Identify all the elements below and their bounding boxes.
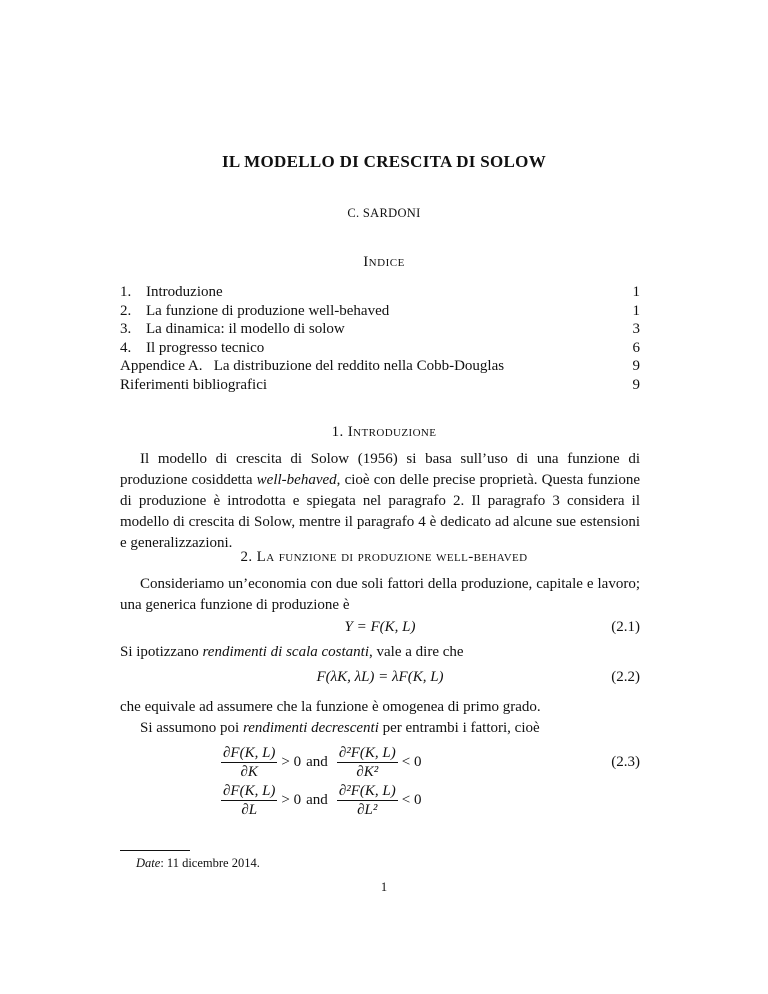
section2-paragraph-3: che equivale ad assumere che la funzione è omogenea di primo grado. bbox=[120, 699, 541, 715]
fraction: $\frac{\text{∂²F(K, L)}}{\text{∂L²}}$ bbox=[338, 783, 396, 818]
toc-item-label: La dinamica: il modello di solow bbox=[146, 321, 345, 338]
equation-2-1 bbox=[120, 619, 640, 636]
toc-item-page: 9 bbox=[632, 376, 640, 393]
toc-item-page: 1 bbox=[632, 284, 640, 300]
section-heading-introduzione: 1. Introduzione bbox=[331, 424, 437, 440]
toc-item[interactable]: 4. Il progresso tecnico 6 bbox=[120, 339, 640, 356]
toc-item-label: Introduzione bbox=[146, 284, 223, 300]
fraction: $\frac{\partial F(K, L)}{\partial L}$ bbox=[223, 783, 276, 818]
toc-item-page: 6 bbox=[632, 339, 640, 356]
toc-heading: Indice bbox=[363, 254, 405, 270]
derivative-row-l: $\frac{\partial F(K, L)}{\partial L}$ > 0 and $\frac{\text{∂²F(K, L)}}{\text{∂L²}}$ < 0 bbox=[223, 783, 422, 818]
table-of-contents bbox=[120, 283, 640, 395]
equation-body: Y = F(K, L) bbox=[344, 619, 416, 635]
toc-item-label: Appendice A. La distribuzione del reddito nella Cobb-Douglas bbox=[120, 358, 505, 375]
toc-item-page: 9 bbox=[632, 358, 640, 375]
equation-number: (2.1) bbox=[611, 619, 640, 635]
toc-item[interactable] bbox=[120, 357, 640, 376]
toc-item[interactable]: 1. Introduzione 1 bbox=[120, 284, 640, 300]
derivative-row-k: $\frac{\partial F(K, L)}{\partial K}$ > 0 and $\frac{\text{∂²F(K, L)}}{\text{∂K²}}$ < 0 bbox=[223, 745, 422, 780]
equation-2-3 bbox=[120, 744, 640, 854]
fraction: $\frac{\partial F(K, L)}{\partial K}$ bbox=[223, 745, 276, 780]
toc-item-label: La funzione di produzione well-behaved bbox=[146, 302, 390, 319]
section2-paragraph-2: Si ipotizzano rendimenti di scala costanti, vale a dire che bbox=[120, 644, 464, 660]
section-heading-funzione: 2. La funzione di produzione well-behaved bbox=[240, 549, 528, 565]
toc-item-label: Riferimenti bibliografici bbox=[120, 376, 268, 393]
equation-body: F(λK, λL) = λF(K, L) bbox=[316, 669, 444, 685]
section2-paragraph-4: Si assumono poi rendimenti decrescenti per entrambi i fattori, cioè bbox=[140, 720, 540, 736]
paper-title: IL MODELLO DI CRESCITA DI SOLOW bbox=[221, 152, 547, 171]
page-number: 1 bbox=[380, 880, 388, 894]
intro-paragraph: Il modello di crescita di Solow (1956) si basa sull’uso di una funzione di produzione cosiddetta well-behaved, cioè con delle precise proprietà. Questa funzione di produzione è introdotta e spiegata nel paragrafo 2. Il paragrafo 3 considera il modello di crescita di Solow, mentre il paragrafo 4 è dedicato ad alcune sue estensioni e generalizzazioni. bbox=[120, 451, 640, 551]
toc-item[interactable] bbox=[120, 376, 640, 395]
equation-number: (2.2) bbox=[611, 669, 640, 685]
fraction: $\frac{\text{∂²F(K, L)}}{\text{∂K²}}$ bbox=[338, 745, 396, 780]
footnote-date: Date: 11 dicembre 2014. bbox=[136, 856, 260, 870]
author: C. SARDONI bbox=[347, 206, 421, 220]
toc-item-page: 3 bbox=[632, 321, 640, 338]
equation-number: (2.3) bbox=[611, 754, 640, 770]
equation-2-2 bbox=[120, 669, 640, 686]
toc-item[interactable]: 3. La dinamica: il modello di solow 3 bbox=[120, 321, 640, 338]
section2-paragraph-1: Consideriamo un’economia con due soli fattori della produzione, capitale e lavoro; una generica funzione di produzione è bbox=[120, 576, 640, 613]
toc-item-page: 1 bbox=[632, 302, 640, 319]
toc-item-label: Il progresso tecnico bbox=[146, 339, 265, 356]
footnote-rule bbox=[120, 850, 190, 851]
toc-item[interactable]: 2. La funzione di produzione well-behaved 1 bbox=[120, 302, 640, 319]
